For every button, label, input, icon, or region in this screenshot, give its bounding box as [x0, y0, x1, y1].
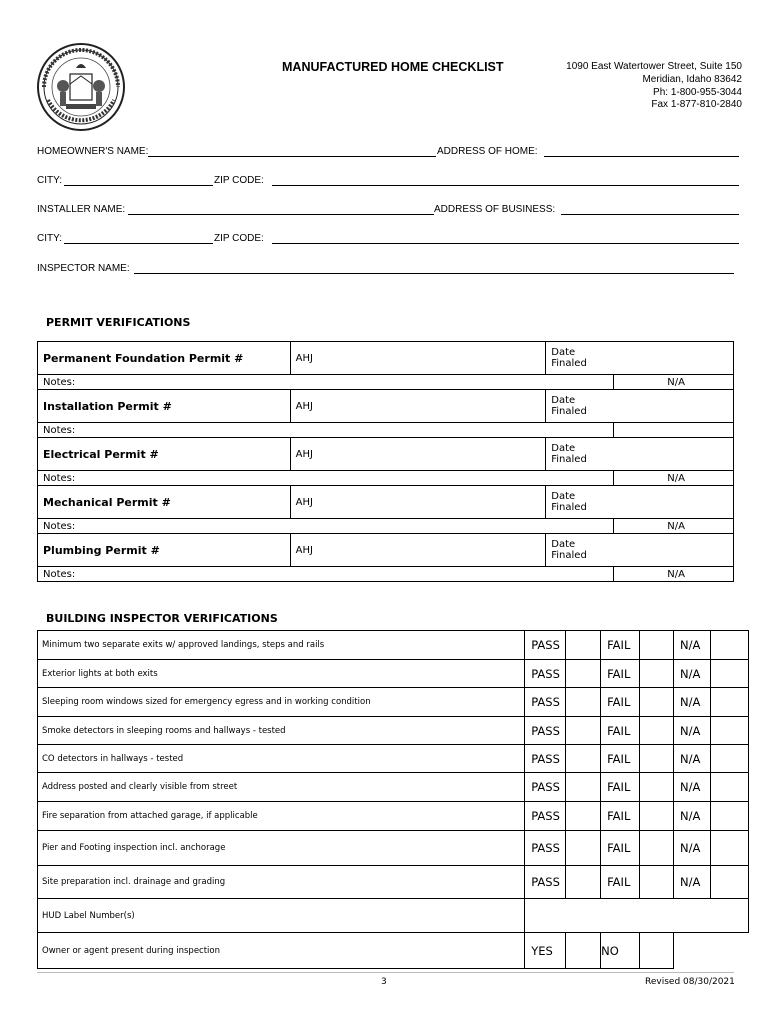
revised-date: Revised 08/30/2021: [645, 977, 735, 987]
na-label: N/A: [674, 660, 711, 688]
fail-box[interactable]: [640, 866, 674, 899]
fail-box[interactable]: [640, 773, 674, 802]
fail-box[interactable]: [640, 745, 674, 773]
no-box[interactable]: [640, 933, 674, 969]
address-of-home-field[interactable]: [544, 156, 739, 157]
notes-row: [38, 375, 734, 390]
zip-code-field[interactable]: [272, 185, 739, 186]
na-box[interactable]: [711, 745, 749, 773]
verification-row: [38, 773, 749, 802]
notes-cell[interactable]: Notes:: [38, 567, 614, 582]
item-label: Address posted and clearly visible from street: [38, 773, 525, 802]
notes-cell[interactable]: Notes:: [38, 519, 614, 534]
na-box[interactable]: [711, 717, 749, 745]
date-label: Date: [551, 347, 576, 358]
na-box[interactable]: [711, 831, 749, 866]
verification-row: [38, 831, 749, 866]
pass-label: PASS: [525, 631, 566, 660]
na-label: N/A: [674, 688, 711, 717]
verification-row: [38, 866, 749, 899]
page-number: 3: [381, 977, 387, 987]
na-label: N/A: [674, 831, 711, 866]
finaled-label: Finaled: [551, 550, 587, 561]
item-label: CO detectors in hallways - tested: [38, 745, 525, 773]
date-finaled-cell[interactable]: [546, 438, 734, 471]
fail-box[interactable]: [640, 660, 674, 688]
address-of-home-label: ADDRESS OF HOME:: [437, 146, 538, 157]
date-label: Date: [551, 491, 576, 502]
permit-row: [38, 342, 734, 375]
na-box[interactable]: [711, 660, 749, 688]
ahj-cell[interactable]: AHJ: [290, 486, 546, 519]
na-cell[interactable]: N/A: [614, 471, 734, 486]
date-label: Date: [551, 395, 576, 406]
date-finaled-cell[interactable]: [546, 390, 734, 423]
finaled-label: Finaled: [551, 358, 587, 369]
na-label: N/A: [674, 717, 711, 745]
na-label: N/A: [674, 631, 711, 660]
fail-box[interactable]: [640, 631, 674, 660]
finaled-label: Finaled: [551, 454, 587, 465]
building-verification-table: [37, 630, 749, 969]
state-seal-logo: [36, 42, 126, 132]
office-address: [566, 61, 742, 112]
na-cell[interactable]: N/A: [614, 375, 734, 390]
verification-row: [38, 717, 749, 745]
pass-box[interactable]: [566, 802, 601, 831]
permit-name: Mechanical Permit #: [38, 486, 291, 519]
item-label: Fire separation from attached garage, if applicable: [38, 802, 525, 831]
pass-box[interactable]: [566, 660, 601, 688]
date-finaled-cell[interactable]: [546, 486, 734, 519]
verification-row: [38, 802, 749, 831]
pass-box[interactable]: [566, 866, 601, 899]
yes-box[interactable]: [566, 933, 601, 969]
pass-label: PASS: [525, 866, 566, 899]
fail-box[interactable]: [640, 688, 674, 717]
na-box[interactable]: [711, 688, 749, 717]
permit-row: [38, 534, 734, 567]
permit-name: Plumbing Permit #: [38, 534, 291, 567]
fail-label: FAIL: [601, 631, 640, 660]
form-title: MANUFACTURED HOME CHECKLIST: [282, 60, 504, 74]
phone-line: Ph: 1-800-955-3044: [653, 86, 742, 98]
pass-label: PASS: [525, 717, 566, 745]
inspector-name-label: INSPECTOR NAME:: [37, 263, 130, 274]
owner-present-row: [38, 933, 749, 969]
notes-row: [38, 471, 734, 486]
fail-label: FAIL: [601, 866, 640, 899]
na-label: N/A: [674, 773, 711, 802]
yes-label: YES: [525, 933, 566, 969]
permit-row: [38, 438, 734, 471]
hud-label-row: [38, 899, 749, 933]
address-of-business-field[interactable]: [561, 214, 739, 215]
address-line: 1090 East Watertower Street, Suite 150: [566, 61, 742, 72]
city-field[interactable]: [64, 243, 213, 244]
pass-label: PASS: [525, 773, 566, 802]
city-label: CITY:: [37, 175, 63, 186]
notes-cell[interactable]: Notes:: [38, 423, 614, 438]
notes-cell[interactable]: Notes:: [38, 471, 614, 486]
ahj-cell[interactable]: AHJ: [290, 534, 546, 567]
na-box[interactable]: [711, 802, 749, 831]
finaled-label: Finaled: [551, 502, 587, 513]
pass-label: PASS: [525, 745, 566, 773]
fail-label: FAIL: [601, 745, 640, 773]
date-finaled-cell[interactable]: [546, 534, 734, 567]
item-label: Sleeping room windows sized for emergency egress and in working condition: [38, 688, 525, 717]
pass-label: PASS: [525, 802, 566, 831]
fail-label: FAIL: [601, 688, 640, 717]
pass-box[interactable]: [566, 831, 601, 866]
pass-box[interactable]: [566, 688, 601, 717]
footer-divider: [37, 972, 734, 973]
notes-row: [38, 423, 734, 438]
permit-row: [38, 390, 734, 423]
item-label: Minimum two separate exits w/ approved landings, steps and rails: [38, 631, 525, 660]
zip-code-field[interactable]: [272, 243, 739, 244]
building-verifications-heading: BUILDING INSPECTOR VERIFICATIONS: [46, 612, 278, 625]
na-box[interactable]: [711, 631, 749, 660]
ahj-cell[interactable]: AHJ: [290, 438, 546, 471]
permit-name: Permanent Foundation Permit #: [38, 342, 291, 375]
item-label: Exterior lights at both exits: [38, 660, 525, 688]
permit-row: [38, 486, 734, 519]
pass-label: PASS: [525, 660, 566, 688]
na-label: N/A: [674, 866, 711, 899]
fail-box[interactable]: [640, 717, 674, 745]
notes-row: [38, 519, 734, 534]
pass-box[interactable]: [566, 773, 601, 802]
na-box[interactable]: [711, 773, 749, 802]
permit-table: [37, 341, 734, 582]
installer-name-field[interactable]: [128, 214, 434, 215]
verification-row: [38, 660, 749, 688]
pass-box[interactable]: [566, 631, 601, 660]
fax-line: Fax 1-877-810-2840: [651, 99, 742, 111]
fail-box[interactable]: [640, 831, 674, 866]
pass-box[interactable]: [566, 745, 601, 773]
verification-row: [38, 745, 749, 773]
city-field[interactable]: [64, 185, 213, 186]
fail-label: FAIL: [601, 773, 640, 802]
na-label: N/A: [674, 745, 711, 773]
zip-code-label: ZIP CODE:: [214, 175, 264, 186]
na-box[interactable]: [711, 866, 749, 899]
homeowner-name-label: HOMEOWNER'S NAME:: [37, 146, 149, 157]
permit-name: Electrical Permit #: [38, 438, 291, 471]
ahj-cell[interactable]: AHJ: [290, 342, 546, 375]
finaled-label: Finaled: [551, 406, 587, 417]
item-label: Pier and Footing inspection incl. anchorage: [38, 831, 525, 866]
owner-present-label: Owner or agent present during inspection: [38, 933, 525, 969]
inspector-name-field[interactable]: [134, 273, 734, 274]
address-line: Meridian, Idaho 83642: [642, 73, 742, 85]
item-label: Smoke detectors in sleeping rooms and hallways - tested: [38, 717, 525, 745]
fail-label: FAIL: [601, 660, 640, 688]
na-label: N/A: [674, 802, 711, 831]
permit-verifications-heading: PERMIT VERIFICATIONS: [46, 316, 191, 329]
hud-label-number-field[interactable]: [525, 899, 749, 933]
pass-box[interactable]: [566, 717, 601, 745]
fail-label: FAIL: [601, 831, 640, 866]
empty-cell: [674, 933, 749, 969]
verification-row: [38, 688, 749, 717]
date-finaled-cell[interactable]: [546, 342, 734, 375]
date-label: Date: [551, 539, 576, 550]
installer-name-label: INSTALLER NAME:: [37, 204, 126, 215]
na-cell[interactable]: [614, 423, 734, 438]
verification-row: [38, 631, 749, 660]
ahj-cell[interactable]: AHJ: [290, 390, 546, 423]
city-label: CITY:: [37, 233, 63, 244]
address-of-business-label: ADDRESS OF BUSINESS:: [434, 204, 556, 215]
fail-label: FAIL: [601, 717, 640, 745]
date-label: Date: [551, 443, 576, 454]
notes-row: [38, 567, 734, 582]
permit-name: Installation Permit #: [38, 390, 291, 423]
homeowner-name-field[interactable]: [148, 156, 436, 157]
pass-label: PASS: [525, 688, 566, 717]
fail-label: FAIL: [601, 802, 640, 831]
zip-code-label: ZIP CODE:: [214, 233, 264, 244]
na-cell[interactable]: N/A: [614, 567, 734, 582]
fail-box[interactable]: [640, 802, 674, 831]
na-cell[interactable]: N/A: [614, 519, 734, 534]
notes-cell[interactable]: Notes:: [38, 375, 614, 390]
pass-label: PASS: [525, 831, 566, 866]
no-label: NO: [601, 933, 640, 969]
item-label: Site preparation incl. drainage and grading: [38, 866, 525, 899]
hud-label: HUD Label Number(s): [38, 899, 525, 933]
